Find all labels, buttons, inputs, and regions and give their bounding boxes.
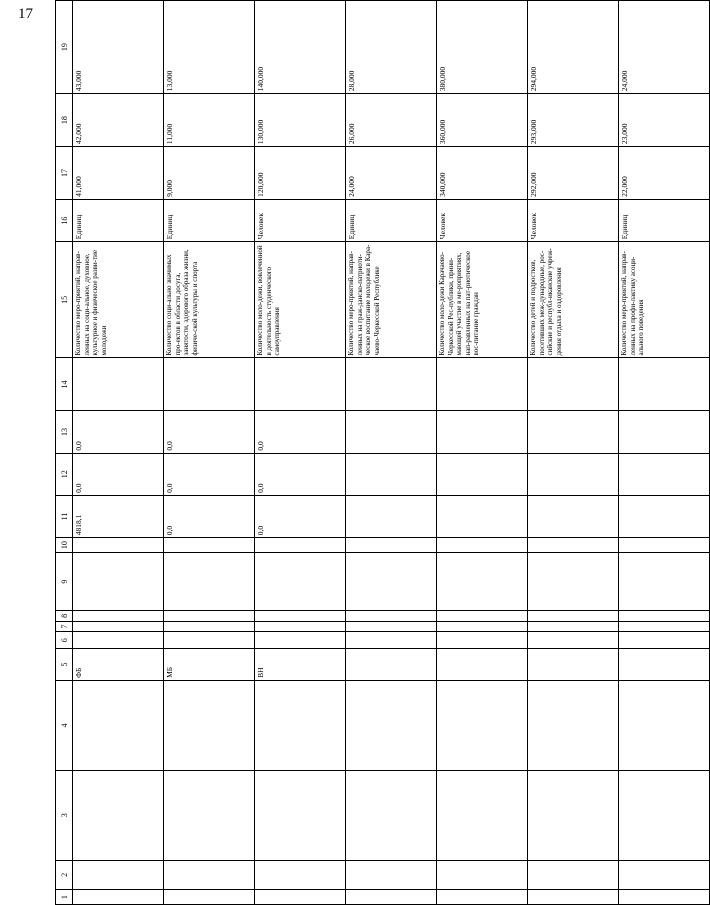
unit-cell: Единиц [619,199,710,241]
column-number-15: 15 [56,242,73,358]
table-cell [528,860,619,890]
rotated-table-wrapper [55,0,646,905]
table-cell [346,621,437,632]
table-cell [164,860,255,890]
table-cell [255,680,346,770]
funding-source-cell [619,649,710,681]
table-cell [528,621,619,632]
table-cell [437,680,528,770]
table-cell [528,553,619,611]
column-number-13: 13 [56,411,73,453]
column-number-6: 6 [56,632,73,649]
amount-cell: 0,0 [164,495,255,537]
column-number-3: 3 [56,770,73,860]
column-number-14: 14 [56,358,73,411]
table-cell [255,621,346,632]
amount-cell [619,411,710,453]
table-cell [346,358,437,411]
column-number-9: 9 [56,553,73,611]
table-cell [255,538,346,553]
amount-cell [437,411,528,453]
funding-source-cell: ФБ [73,649,164,681]
value-cell: 293,000 [528,94,619,147]
table-cell [437,890,528,905]
unit-cell: Человек [528,199,619,241]
funding-source-cell: МБ [164,649,255,681]
amount-cell [528,453,619,495]
table-cell [528,611,619,622]
table-row [346,1,437,905]
unit-cell: Единиц [164,199,255,241]
indicator-cell: Количество соци-ально значимых про-ектов в области досуга, занятости, здорового образа жизни, физиче-ской культуры и спорта [164,242,255,358]
table-cell [437,770,528,860]
amount-cell [528,495,619,537]
table-cell [619,770,710,860]
indicator-cell: Количество моло-дежи Карачаево-Черкесской Рес-публики, прини-мающей участие в ме-роприятиях, нап-равленных на пат-риотическое вос-питание граждан [437,242,528,358]
amount-cell: 0,0 [255,453,346,495]
value-cell: 13,000 [164,1,255,94]
table-cell [73,538,164,553]
table-cell [346,860,437,890]
table-cell [619,358,710,411]
table-cell [619,890,710,905]
table-cell [73,621,164,632]
column-number-16: 16 [56,199,73,241]
amount-cell [346,453,437,495]
value-cell: 294,000 [528,1,619,94]
value-cell: 26,000 [346,94,437,147]
table-cell [437,611,528,622]
table-cell [255,358,346,411]
table-cell [255,890,346,905]
table-cell [255,632,346,649]
indicator-cell: Количество моло-дежи, вовлеченной в деятельность студенческого самоуправления [255,242,346,358]
table-row [437,1,528,905]
table-cell [528,632,619,649]
unit-cell: Единиц [73,199,164,241]
value-cell: 360,000 [437,94,528,147]
table-cell [346,632,437,649]
table-cell [528,358,619,411]
value-cell: 24,000 [619,1,710,94]
funding-source-cell: ВН [255,649,346,681]
table-cell [164,680,255,770]
column-number-11: 11 [56,495,73,537]
table-cell [528,538,619,553]
table-cell [437,860,528,890]
value-cell: 140,000 [255,1,346,94]
table-cell [528,680,619,770]
table-cell [73,358,164,411]
indicator-cell: Количество меро-приятий, направ-ленных на профи-лактику асоци-ального поведения [619,242,710,358]
column-number-8: 8 [56,611,73,622]
value-cell: 120,000 [255,147,346,200]
table-cell [346,890,437,905]
value-cell: 292,000 [528,147,619,200]
value-cell: 28,000 [346,1,437,94]
table-cell [73,890,164,905]
unit-cell: Человек [255,199,346,241]
header-row [56,1,73,905]
column-number-5: 5 [56,649,73,681]
table-cell [437,553,528,611]
column-number-19: 19 [56,1,73,94]
indicator-cell: Количество детей и подростков, посетивших меж-дународные, рос-сийские и республ-иканские учреж-дения отдыха и оздоровления [528,242,619,358]
indicator-cell: Количество меро-приятий, направ-ленных на граж-данско-патриоти-ческое воспитание молодежи в Кара-чаево-Черкесской Республике [346,242,437,358]
table-row [619,1,710,905]
table-cell [619,538,710,553]
table-cell [346,770,437,860]
amount-cell: 4818,1 [73,495,164,537]
table-cell [619,860,710,890]
funding-source-cell [346,649,437,681]
amount-cell: 0,0 [255,411,346,453]
amount-cell: 0,0 [73,453,164,495]
value-cell: 24,000 [346,147,437,200]
column-number-17: 17 [56,147,73,200]
table-cell [164,770,255,860]
table-cell [346,538,437,553]
value-cell: 130,000 [255,94,346,147]
table-cell [73,680,164,770]
table-cell [619,680,710,770]
amount-cell [346,495,437,537]
table-cell [73,860,164,890]
value-cell: 23,000 [619,94,710,147]
value-cell: 380,000 [437,1,528,94]
table-cell [164,553,255,611]
table-cell [619,621,710,632]
value-cell: 43,000 [73,1,164,94]
table-cell [528,770,619,860]
value-cell: 11,000 [164,94,255,147]
column-number-2: 2 [56,860,73,890]
funding-source-cell [528,649,619,681]
amount-cell [437,453,528,495]
amount-cell: 0,0 [164,411,255,453]
column-number-18: 18 [56,94,73,147]
table-cell [255,553,346,611]
value-cell: 42,000 [73,94,164,147]
amount-cell: 0,0 [255,495,346,537]
value-cell: 9,000 [164,147,255,200]
table-cell [164,632,255,649]
table-cell [255,860,346,890]
column-number-7: 7 [56,621,73,632]
amount-cell [346,411,437,453]
column-number-4: 4 [56,680,73,770]
table-cell [619,632,710,649]
table-row [73,1,164,905]
table-row [255,1,346,905]
table-cell [164,611,255,622]
table-cell [164,621,255,632]
table-cell [73,770,164,860]
amount-cell [437,495,528,537]
table-cell [346,611,437,622]
funding-source-cell [437,649,528,681]
table-cell [255,611,346,622]
table-cell [73,611,164,622]
table-cell [437,632,528,649]
column-number-10: 10 [56,538,73,553]
table-cell [437,621,528,632]
value-cell: 41,000 [73,147,164,200]
data-table [55,0,710,905]
page-number: 17 [18,6,33,22]
table-row [528,1,619,905]
value-cell: 340,000 [437,147,528,200]
table-cell [164,358,255,411]
amount-cell [619,495,710,537]
unit-cell: Единиц [346,199,437,241]
table-cell [73,632,164,649]
column-number-12: 12 [56,453,73,495]
value-cell: 22,000 [619,147,710,200]
table-cell [437,358,528,411]
table-cell [619,611,710,622]
amount-cell: 0,0 [164,453,255,495]
table-cell [255,770,346,860]
amount-cell: 0,0 [73,411,164,453]
table-cell [164,890,255,905]
table-cell [73,553,164,611]
table-cell [619,553,710,611]
amount-cell [619,453,710,495]
column-number-1: 1 [56,890,73,905]
table-cell [164,538,255,553]
table-cell [528,890,619,905]
indicator-cell: Количество меро-приятий, направ-ленных на соци-альное, духовное, культурное и физическое разви-тие молодежи [73,242,164,358]
unit-cell: Человек [437,199,528,241]
table-cell [437,538,528,553]
amount-cell [528,411,619,453]
table-cell [346,680,437,770]
table-row [164,1,255,905]
table-cell [346,553,437,611]
